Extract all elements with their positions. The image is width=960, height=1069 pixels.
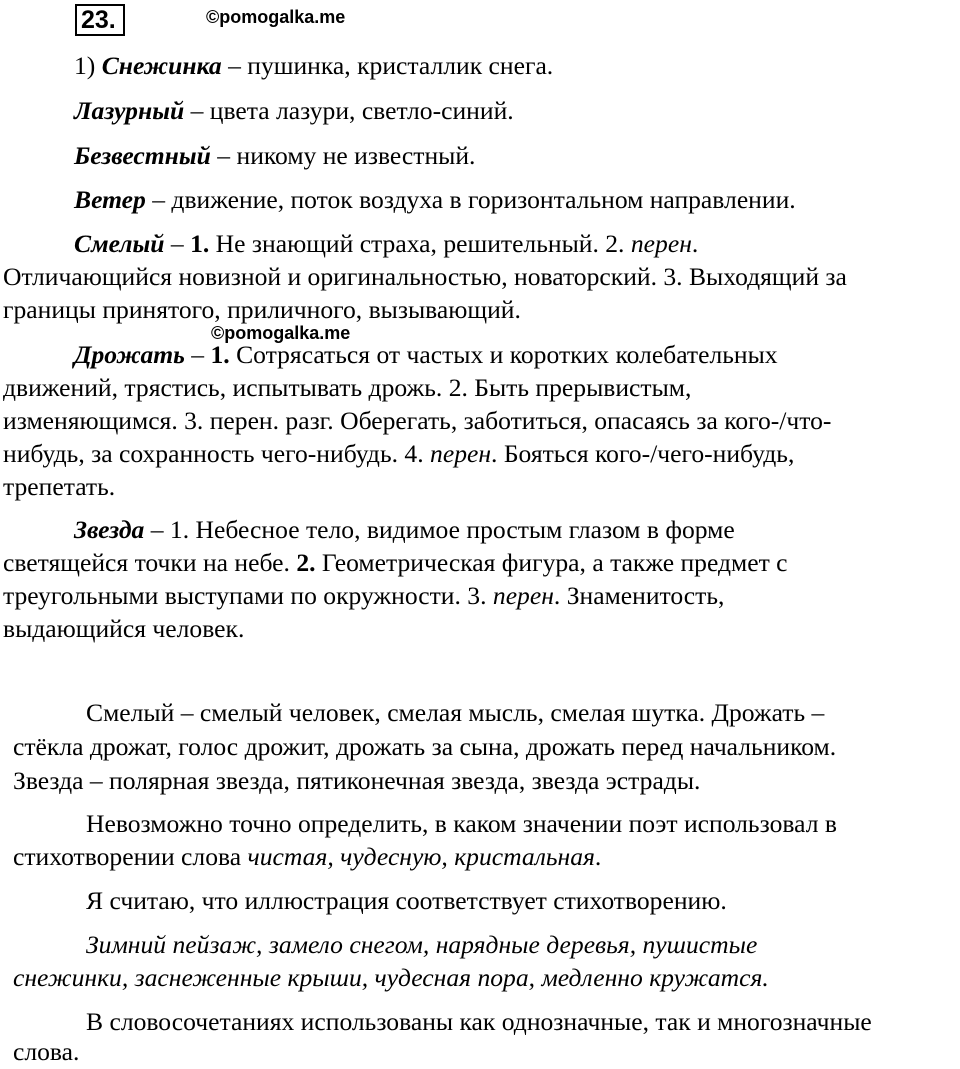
paragraph-line: стихотворении слова чистая, чудесную, кристальная.: [13, 842, 602, 871]
label-perenosnoe: перен: [492, 581, 554, 610]
definition-text: – никому не известный.: [217, 141, 476, 170]
paragraph-line: Смелый – смелый человек, смелая мысль, смелая шутка. Дрожать –: [86, 698, 825, 727]
paragraph-line: В словосочетаниях использованы как однозначные, так и многозначные: [86, 1007, 872, 1036]
definition-line: трепетать.: [3, 472, 116, 501]
paragraph-line: Зимний пейзаж, замело снегом, нарядные деревья, пушистые: [86, 930, 758, 959]
quoted-words: чистая, чудесную, кристальная: [247, 842, 595, 871]
paragraph-illustration: Я считаю, что иллюстрация соответствует стихотворению.: [86, 886, 727, 915]
definition-veter: [74, 184, 796, 217]
watermark: ©pomogalka.me: [206, 7, 346, 27]
sense-number: 1.: [190, 229, 210, 258]
definition-bezvestny: [74, 140, 475, 173]
definition-lazurny: [74, 95, 514, 128]
definition-line: треугольными выступами по окружности. 3. перен. Знаменитость,: [3, 581, 725, 610]
watermark: ©pomogalka.me: [211, 323, 351, 343]
term: Снежинка: [101, 51, 222, 80]
punctuation: .: [691, 229, 699, 258]
label-perenosnoe: перен: [630, 229, 692, 258]
paragraph-line: Звезда – полярная звезда, пятиконечная звезда, звезда эстрады.: [13, 766, 701, 795]
term: Смелый: [74, 229, 165, 258]
paragraph-line: Невозможно точно определить, в каком значении поэт использовал в: [86, 809, 837, 838]
definition-text: Сотрясаться от частых и коротких колебательных: [236, 340, 778, 369]
definition-line: Отличающийся новизной и оригинальностью, новаторский. 3. Выходящий за: [3, 262, 847, 291]
definition-line: изменяющимся. 3. перен. разг. Оберегать, заботиться, опасаясь за кого-/что-: [3, 406, 832, 435]
definition-line: нибудь, за сохранность чего-нибудь. 4. перен. Бояться кого-/чего-нибудь,: [3, 439, 795, 468]
term: Безвестный: [74, 141, 211, 170]
label-perenosnoe: перен: [430, 439, 492, 468]
term: Дрожать: [74, 340, 185, 369]
exercise-number: 23.: [75, 4, 125, 36]
paragraph-line: стёкла дрожат, голос дрожит, дрожать за сына, дрожать перед начальником.: [13, 732, 837, 761]
term: Ветер: [74, 185, 146, 214]
dash: –: [170, 229, 184, 258]
sense-number: 1.: [210, 340, 230, 369]
sense-number: 2.: [296, 548, 316, 577]
definition-line: выдающийся человек.: [3, 614, 245, 643]
term: Лазурный: [74, 96, 185, 125]
definition-text: – 1. Небесное тело, видимое простым глазом в форме: [150, 515, 735, 544]
definition-text: – движение, поток воздуха в горизонтальном направлении.: [152, 185, 796, 214]
definition-text: Не знающий страха, решительный. 2.: [215, 229, 625, 258]
definition-line: границы принятого, приличного, вызывающий.: [3, 295, 521, 324]
definition-snezhinka: [74, 50, 553, 83]
definition-line: светящейся точки на небе. 2. Геометрическая фигура, а также предмет с: [3, 548, 788, 577]
definition-text: – цвета лазури, светло-синий.: [190, 96, 514, 125]
dash: –: [191, 340, 205, 369]
paragraph-line: слова.: [13, 1037, 80, 1066]
item-number: 1): [74, 51, 96, 80]
paragraph-line: снежинки, заснеженные крыши, чудесная пора, медленно кружатся.: [13, 963, 769, 992]
definition-line: движений, трястись, испытывать дрожь. 2. Быть прерывистым,: [3, 373, 692, 402]
term: Звезда: [74, 515, 145, 544]
definition-text: – пушинка, кристаллик снега.: [228, 51, 554, 80]
